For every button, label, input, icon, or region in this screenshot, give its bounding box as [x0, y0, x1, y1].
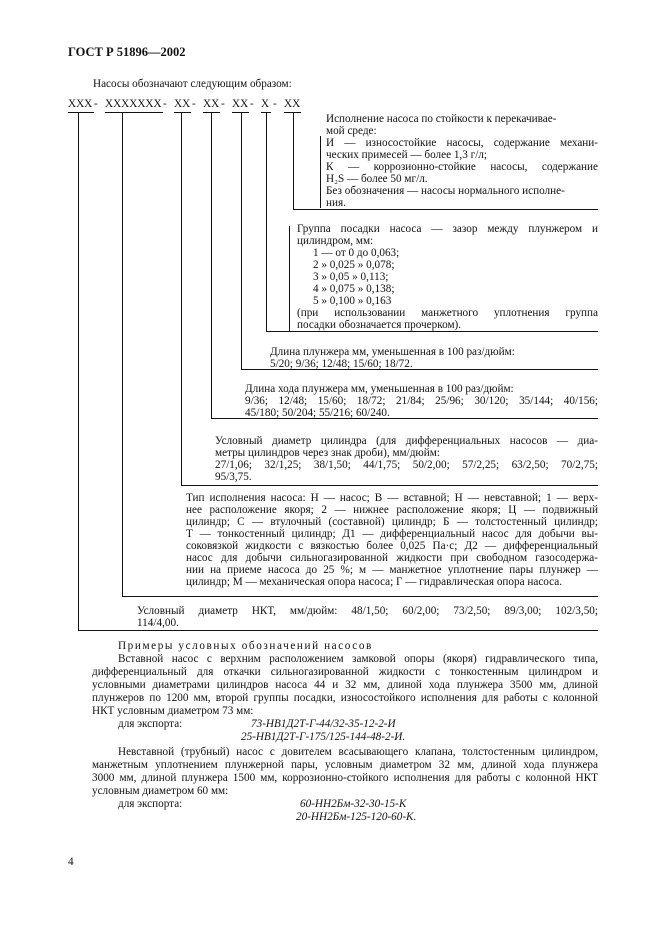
- code-seg-4: ХХ: [203, 98, 220, 110]
- code-seg-3: ХХ: [174, 98, 191, 110]
- code-dash-3: -: [192, 98, 196, 110]
- export-label-2: для экспорта:: [118, 798, 183, 810]
- example-code-1a: 73-НВ1Д2Т-Г-44/32-35-12-2-И: [251, 718, 396, 730]
- code-seg-1: ХХХ: [68, 98, 93, 110]
- export-label-1: для экспорта:: [118, 718, 183, 730]
- example-code-2a: 60-НН2Бм-32-30-15-К: [300, 798, 407, 810]
- code-dash-2: -: [163, 98, 167, 110]
- code-seg-6: Х: [261, 98, 270, 110]
- example-code-2b: 20-НН2Бм-125-120-60-К.: [296, 811, 417, 823]
- example-code-1b: 25-НВ1Д2Т-Г-175/125-144-48-2-И.: [241, 731, 406, 743]
- page-number: 4: [68, 856, 74, 868]
- examples-heading: Примеры условных обозначений насосов: [118, 640, 373, 652]
- intro-text: Насосы обозначают следующим образом:: [93, 78, 292, 90]
- code-dash-5: -: [250, 98, 254, 110]
- code-dash-1: -: [94, 98, 98, 110]
- code-seg-2: ХХХХХХХ: [105, 98, 162, 110]
- code-seg-7: ХХ: [284, 98, 301, 110]
- code-seg-5: ХХ: [232, 98, 249, 110]
- code-dash-6: -: [273, 98, 277, 110]
- page-header: ГОСТ Р 51896—2002: [68, 45, 186, 59]
- code-dash-4: -: [221, 98, 225, 110]
